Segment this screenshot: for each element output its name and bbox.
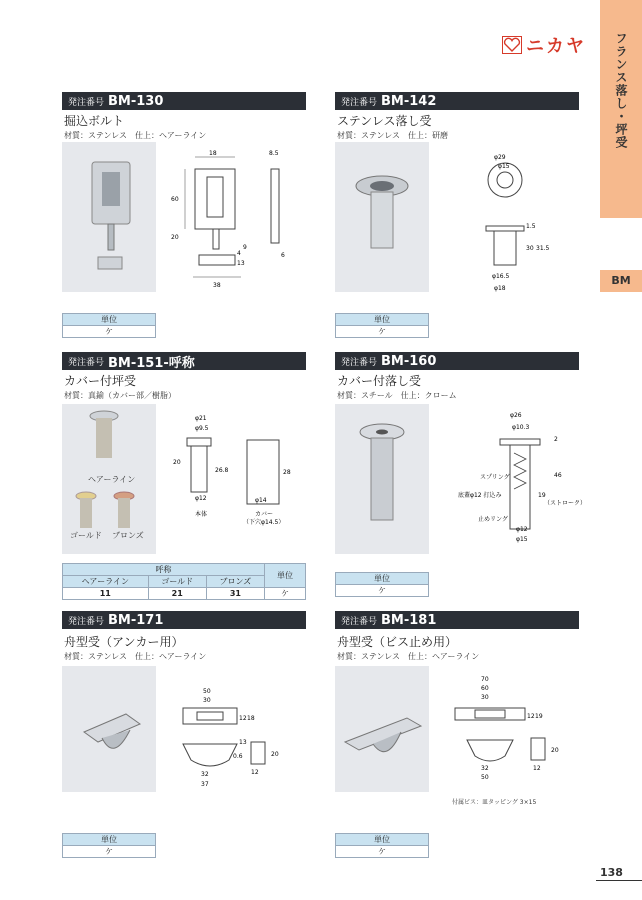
dimension-label: φ26 [510,412,522,419]
dimension-label: 31.5 [536,245,550,252]
dimension-label: 20 [173,459,181,466]
boat-receiver-photo [62,666,156,792]
dimension-label: 32 [201,771,209,778]
technical-drawing [470,150,570,295]
dimension-label: 19 [535,713,543,720]
part-label: カバー [255,511,274,518]
variant-value: 31 [206,588,264,600]
unit-value: ケ [336,585,429,597]
dimension-label: 0.6 [233,753,243,760]
dimension-label: φ15 [498,163,510,170]
product-code: BM-160 [381,353,437,369]
dimension-label: 60 [481,685,489,692]
product-code: BM-130 [108,93,164,109]
product-code: BM-151-呼称 [108,355,195,371]
dimension-label: 28 [283,469,291,476]
brand-logo [502,32,586,58]
section-header [62,352,306,370]
photo-label: ゴールド [70,531,102,540]
unit-table [335,572,429,597]
unit-table [62,833,156,858]
product-photo [335,666,429,792]
section-header [62,611,306,629]
dimension-label: 2 [554,436,558,443]
brand-name: ニカヤ [526,36,586,57]
dimension-label: φ15 [516,536,528,543]
part-label: スプリング [480,474,510,481]
dimension-label: φ12 [195,495,207,502]
variant-group-header: 呼称 [63,564,265,576]
product-name: 舟型受（アンカー用） [64,635,184,649]
dimension-label: φ9.5 [195,425,209,432]
dimension-label: 9 [243,244,247,251]
section-header [335,611,579,629]
product-spec: 材質：ステンレス 仕上：研磨 [337,131,448,140]
section-header [62,92,306,110]
dimension-label: 8.5 [269,150,279,157]
product-code: BM-181 [381,612,437,628]
dimension-label: 13 [239,739,247,746]
dimension-label: 12 [251,769,259,776]
unit-value: ケ [336,846,429,858]
dimension-label: φ14 [255,497,267,504]
product-name: カバー付落し受 [337,374,422,388]
heart-logo-icon [502,36,522,54]
dimension-label: 18 [209,150,217,157]
dimension-label: 19 [538,492,546,499]
side-category-badge: BM [600,270,642,292]
dimension-label: 32 [481,765,489,772]
photo-label: ヘアーライン [88,475,136,484]
technical-drawing [450,405,587,545]
flush-bolt-photo [62,142,156,292]
product-spec: 材質：ステンレス 仕上：ヘアーライン [337,652,480,661]
unit-value: ケ [63,846,156,858]
product-name: 舟型受（ビス止め用） [337,635,458,649]
dimension-label: 30 [203,697,211,704]
product-photo [335,142,429,292]
product-code: BM-142 [381,93,437,109]
dimension-label: 20 [171,234,179,241]
product-code: BM-171 [108,612,164,628]
order-no-label: 発注番号 [341,97,378,108]
unit-header: 単位 [63,314,156,326]
screw-boat-receiver-photo [335,666,429,792]
dimension-label: φ16.5 [492,273,510,280]
dimension-label: 20 [271,751,279,758]
technical-drawing [165,412,305,530]
dimension-label: 4 [237,250,241,257]
dimension-label: 13 [237,260,245,267]
order-no-label: 発注番号 [341,357,378,368]
unit-header: 単位 [265,564,306,588]
product-name: ステンレス落し受 [337,114,432,128]
dimension-label: 60 [171,196,179,203]
dimension-label: 12 [533,765,541,772]
unit-table [62,313,156,338]
side-category-tab [600,0,642,218]
technical-drawing [445,672,575,782]
strike-receiver-photo [335,142,429,292]
dimension-label: 70 [481,676,489,683]
dimension-label: 12 [239,715,247,722]
variant-value: 11 [63,588,149,600]
product-name: カバー付坪受 [64,374,137,388]
product-spec: 材質：スチール 仕上：クローム [337,391,457,400]
product-spec: 材質：ステンレス 仕上：ヘアーライン [64,652,207,661]
dimension-label: 50 [481,774,489,781]
technical-drawing [165,145,295,295]
dimension-label: 38 [213,282,221,289]
dimension-label: φ18 [494,285,506,292]
product-section [335,611,579,629]
variant-table [62,563,306,600]
variant-column-header: ゴールド [148,576,206,588]
dimension-label: 46 [554,472,562,479]
page-number: 138 [600,866,623,879]
part-label: 止めリング [478,516,508,523]
unit-value: ケ [336,326,429,338]
unit-header: 単位 [63,834,156,846]
section-header [335,92,579,110]
product-spec: 材質：真鍮（カバー部／樹脂） [64,391,176,400]
part-label: （ストローク） [544,500,587,507]
unit-table [335,833,429,858]
page-number-rule [596,880,642,881]
order-no-label: 発注番号 [68,97,105,108]
order-no-label: 発注番号 [341,616,378,627]
unit-header: 単位 [336,834,429,846]
dimension-label: 12 [527,713,535,720]
product-section [335,92,579,110]
dimension-label: 1.5 [526,223,536,230]
product-section [62,352,306,370]
product-spec: 材質：ステンレス 仕上：ヘアーライン [64,131,207,140]
order-no-label: 発注番号 [68,357,105,368]
product-name: 掘込ボルト [64,114,125,128]
product-photo [335,404,429,554]
variant-column-header: ブロンズ [206,576,264,588]
accessory-note: 付属ビス：皿タッピング 3×15 [452,799,537,806]
unit-header: 単位 [336,573,429,585]
dimension-label: 18 [247,715,255,722]
part-label: （下穴φ14.5） [243,519,285,526]
photo-label: ブロンズ [112,531,144,540]
dimension-label: φ21 [195,415,207,422]
part-label: 底蓋φ12 打込み [458,492,502,499]
order-no-label: 発注番号 [68,616,105,627]
product-section [62,92,306,110]
dimension-label: 30 [526,245,534,252]
unit-header: 単位 [336,314,429,326]
unit-value: ケ [63,326,156,338]
dimension-label: φ12 [516,526,528,533]
unit-table [335,313,429,338]
technical-drawing [175,686,285,790]
dimension-label: φ10.3 [512,424,530,431]
side-tab-text: フランス落し・坪受 [614,32,628,149]
unit-value: ケ [265,588,306,600]
dimension-label: 50 [203,688,211,695]
product-section [62,611,306,629]
product-section [335,352,579,370]
part-label: 本体 [195,511,208,518]
section-header [335,352,579,370]
dimension-label: 26.8 [215,467,229,474]
dimension-label: 37 [201,781,209,788]
dimension-label: 20 [551,747,559,754]
variant-value: 21 [148,588,206,600]
dimension-label: 30 [481,694,489,701]
variant-column-header: ヘアーライン [63,576,149,588]
dimension-label: φ29 [494,154,506,161]
chrome-receiver-photo [335,404,429,554]
product-photo [62,666,156,792]
product-photo [62,142,156,292]
dimension-label: 6 [281,252,285,259]
